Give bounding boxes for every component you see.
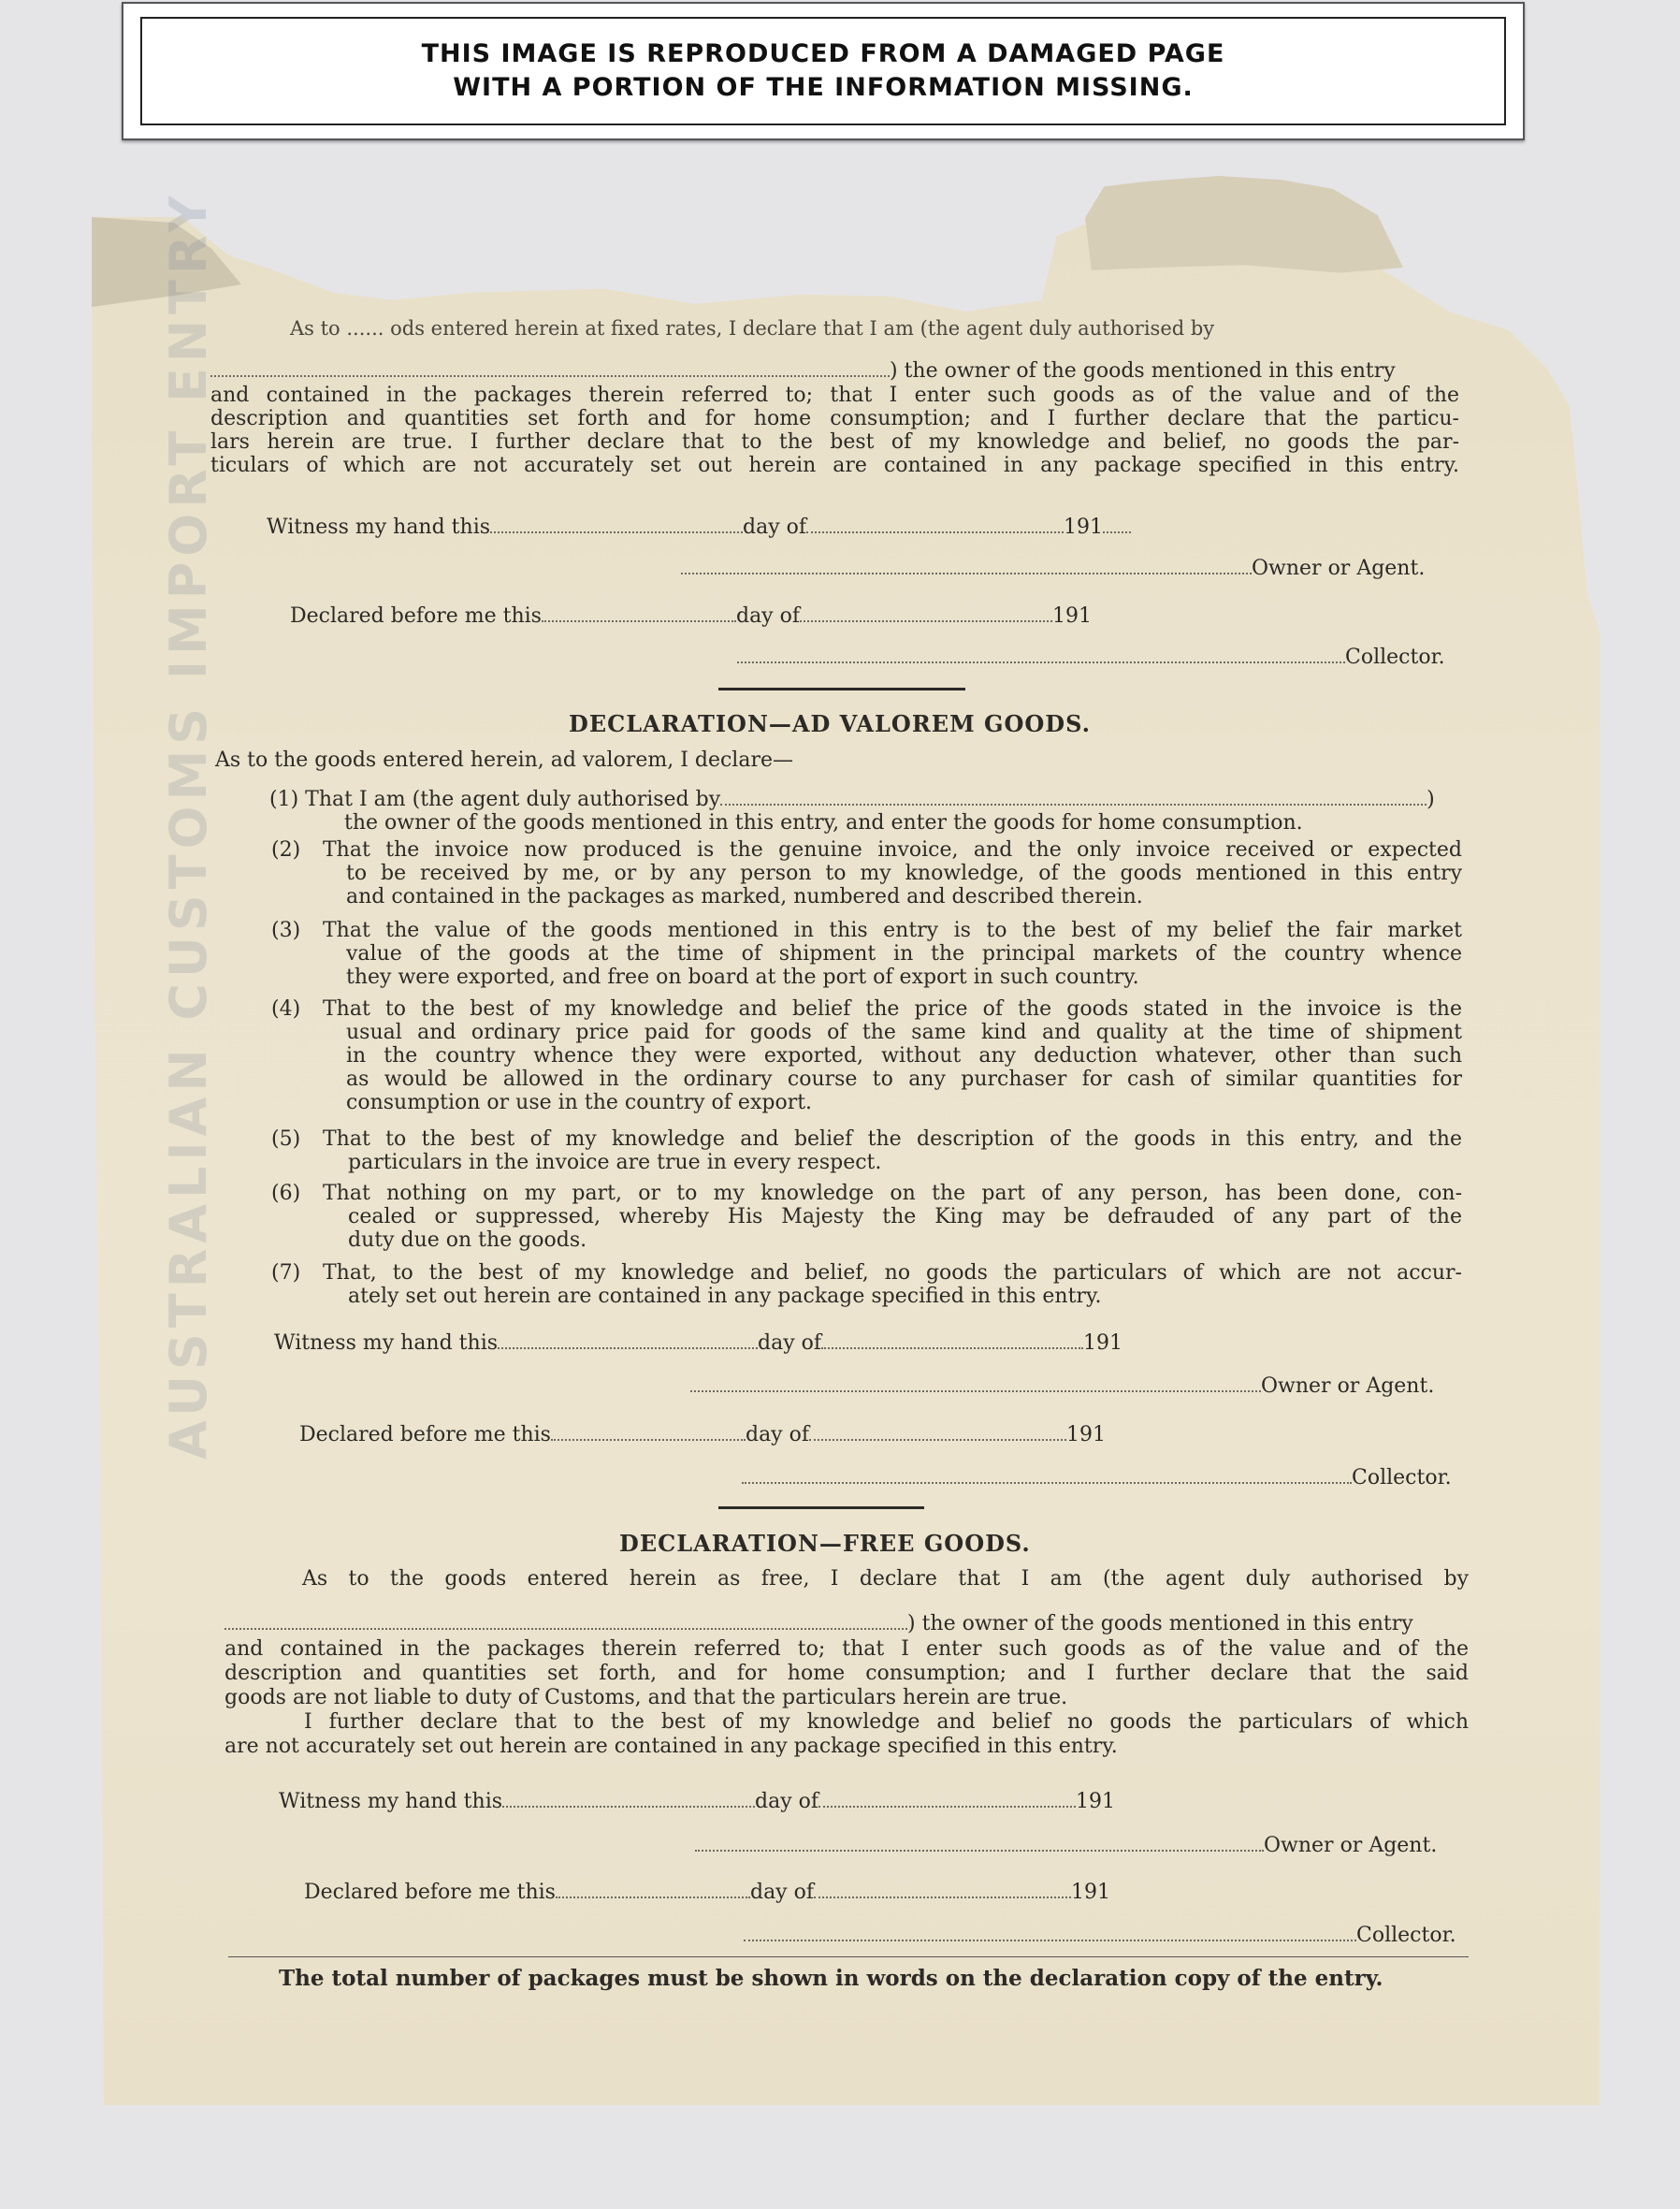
witness-month-field[interactable] [821,1332,1083,1349]
fixed-collector-row: Collector. [737,646,1445,670]
free-goods-line-6: I further declare that to the best of my knowledge and belief no goods the particulars of which [304,1710,1469,1734]
free-goods-line-5: goods are not liable to duty of Customs, and that the particulars herein are true. [224,1686,1068,1709]
ad-valorem-heading: DECLARATION—AD VALOREM GOODS. [569,710,1091,737]
fixed-declared-row: Declared before me this day of 191 [290,604,1092,628]
item-4-line-4: as would be allowed in the ordinary course to any purchaser for cash of similar quantities for [346,1068,1462,1091]
item-2-line-2: to be received by me, or by any person to my knowledge, of the goods mentioned in this entry [346,862,1462,885]
owner-signature-field[interactable] [695,1835,1264,1852]
item-3-number: (3) [271,919,301,942]
ad-valorem-collector-row: Collector. [742,1466,1452,1490]
witness-month-field[interactable] [818,1791,1076,1808]
item-4-line-5: consumption or use in the country of export. [346,1091,813,1114]
declared-month-field[interactable] [814,1882,1071,1898]
packages-footer-note: The total number of packages must be shown in words on the declaration copy of the entry. [279,1966,1383,1991]
item-2-line-3: and contained in the packages as marked, numbered and described therein. [346,885,1143,908]
item-6-line-2: cealed or suppressed, whereby His Majesty the King may be defrauded of any part of the [348,1205,1462,1228]
witness-day-field[interactable] [502,1791,755,1808]
free-goods-line-1: As to the goods entered herein as free, I declare that I am (the agent duly authorised by [302,1567,1469,1591]
free-goods-line-3: and contained in the packages therein referred to; that I enter such goods as of the value and of the [224,1637,1469,1661]
declared-month-field[interactable] [800,605,1052,622]
item-6-line-1: That nothing on my part, or to my knowledge on the part of any person, has been done, con- [323,1182,1462,1205]
item-5-number: (5) [271,1127,301,1151]
free-goods-line-4: description and quantities set forth, and for home consumption; and I further declare that the said [224,1662,1469,1685]
fixed-owner-row: Owner or Agent. [681,557,1425,581]
owner-signature-field[interactable] [690,1375,1261,1392]
item-6-number: (6) [271,1182,301,1205]
item-4-number: (4) [271,997,301,1021]
free-goods-heading: DECLARATION—FREE GOODS. [619,1530,1031,1557]
free-goods-declared-row: Declared before me this day of 191 [304,1881,1110,1904]
collector-signature-field[interactable] [744,1925,1356,1941]
item-7-line-2: ately set out herein are contained in any package specified in this entry. [348,1285,1102,1308]
item-2-number: (2) [271,838,301,862]
notice-line-2: WITH A PORTION OF THE INFORMATION MISSING. [453,73,1194,102]
item-5-line-1: That to the best of my knowledge and belief the description of the goods in this entry, and the [323,1127,1462,1151]
fixed-witness-row: Witness my hand this day of 191 [267,516,1131,540]
damaged-page-notice [122,2,1525,140]
declared-day-field[interactable] [551,1424,746,1441]
ad-valorem-declared-row: Declared before me this day of 191 [299,1423,1106,1446]
notice-frame [140,17,1506,125]
free-goods-witness-row: Witness my hand this day of 191 [279,1790,1116,1813]
item-4-line-2: usual and ordinary price paid for goods of the same kind and quality at the time of shipment [346,1021,1462,1044]
item-3-line-2: value of the goods at the time of shipment in the principal markets of the country whence [346,942,1462,966]
item-5-line-2: particulars in the invoice are true in every respect. [348,1151,882,1174]
item-3-line-1: That the value of the goods mentioned in this entry is to the best of my belief the fair market [323,919,1462,942]
free-goods-owner-row: Owner or Agent. [695,1834,1437,1858]
fixed-rates-line-2: ) the owner of the goods mentioned in this entry [210,359,1396,384]
item-7-number: (7) [271,1261,301,1285]
free-goods-line-7: are not accurately set out herein are contained in any package specified in this entry. [224,1735,1118,1758]
fixed-rates-line-6: ticulars of which are not accurately set out herein are contained in any package specified in this entry. [210,454,1459,477]
ad-valorem-item-1: (1) That I am (the agent duly authorised by ) [269,788,1435,811]
free-goods-line-2: ) the owner of the goods mentioned in this entry [224,1612,1413,1636]
fixed-rates-line-5: lars herein are true. I further declare that to the best of my knowledge and belief, no goods the par- [210,430,1459,454]
declared-month-field[interactable] [809,1424,1066,1441]
section-divider [718,1506,924,1509]
fixed-rates-line-4: description and quantities set forth and for home consumption; and I further declare that the particu- [210,407,1459,430]
witness-day-field[interactable] [490,516,743,533]
free-goods-collector-row: Collector. [744,1924,1456,1948]
ad-valorem-witness-row: Witness my hand this day of 191 [274,1331,1123,1355]
bleed-through-text: AUSTRALIAN CUSTOMS IMPORT ENTRY [159,190,218,1460]
item-7-line-1: That, to the best of my knowledge and belief, no goods the particulars of which are not accur- [323,1261,1462,1285]
owner-signature-field[interactable] [681,558,1252,574]
witness-month-field[interactable] [806,516,1064,533]
notice-line-1: THIS IMAGE IS REPRODUCED FROM A DAMAGED PAGE [421,39,1225,68]
witness-day-field[interactable] [498,1332,758,1349]
item-1-line-2: the owner of the goods mentioned in this entry, and enter the goods for home consumption. [344,811,1303,835]
item-4-line-1: That to the best of my knowledge and belief the price of the goods stated in the invoice is the [323,997,1462,1021]
agent-name-field[interactable] [210,360,890,377]
agent-name-field[interactable] [224,1613,907,1630]
item-3-line-3: they were exported, and free on board at the port of export in such country. [346,966,1139,989]
collector-signature-field[interactable] [737,647,1345,663]
footer-rule [228,1956,1469,1957]
agent-name-field[interactable] [720,789,1427,806]
declared-day-field[interactable] [542,605,736,622]
collector-signature-field[interactable] [742,1467,1352,1484]
ad-valorem-owner-row: Owner or Agent. [690,1374,1434,1399]
item-6-line-3: duty due on the goods. [348,1228,587,1252]
witness-year-field[interactable] [1103,516,1131,533]
fixed-rates-line-3: and contained in the packages therein referred to; that I enter such goods as of the value and of the [210,384,1459,407]
section-divider [718,688,965,690]
item-4-line-3: in the country whence they were exported, without any deduction whatever, other than such [346,1044,1462,1068]
item-2-line-1: That the invoice now produced is the genuine invoice, and the only invoice received or expected [323,838,1462,862]
ad-valorem-intro: As to the goods entered herein, ad valorem, I declare— [215,748,793,772]
declared-day-field[interactable] [556,1882,750,1898]
fixed-rates-intro: As to ...... ods entered herein at fixed rates, I declare that I am (the agent duly authorised by [290,317,1215,340]
